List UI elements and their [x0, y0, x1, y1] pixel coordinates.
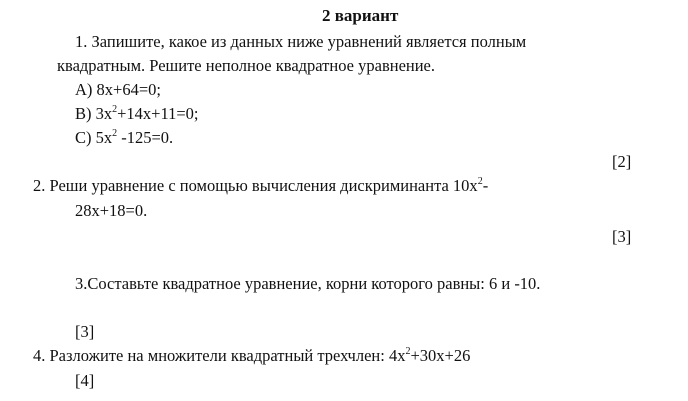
task2-tail: -: [482, 176, 489, 195]
task2-line1: [33, 176, 488, 196]
variant-heading: 2 вариант: [322, 6, 399, 25]
option-c-base: C) 5x: [75, 128, 113, 147]
task2-text: 2. Реши уравнение с помощью вычисления дискриминанта 10x: [33, 176, 478, 195]
task3-text: 3.Составьте квадратное уравнение, корни которого равны: 6 и -10.: [75, 274, 541, 293]
task3-points: [3]: [75, 322, 95, 341]
task2-exponent: 2: [477, 175, 483, 187]
task4-rest: +30x+26: [410, 346, 471, 365]
option-b-base: B) 3x: [75, 104, 113, 123]
task4-points: [4]: [75, 371, 95, 390]
task4-text: [33, 346, 470, 366]
task1-option-b: [75, 104, 199, 124]
task4-exponent: 2: [405, 345, 411, 357]
task1-option-c: [75, 128, 173, 148]
option-b-exponent: 2: [112, 103, 118, 115]
option-c-exponent: 2: [112, 127, 118, 139]
option-b-rest: +14x+11=0;: [117, 104, 199, 123]
option-c-rest: -125=0.: [117, 128, 174, 147]
task1-line1: 1. Запишите, какое из данных ниже уравнений является полным: [75, 32, 527, 51]
task1-option-a: A) 8x+64=0;: [75, 80, 161, 99]
task2-points: [3]: [612, 227, 632, 246]
task4-base: 4. Разложите на множители квадратный трехчлен: 4x: [33, 346, 406, 365]
task1-line2: квадратным. Решите неполное квадратное уравнение.: [57, 56, 436, 75]
task2-line2: 28x+18=0.: [75, 201, 148, 220]
task1-points: [2]: [612, 152, 632, 171]
